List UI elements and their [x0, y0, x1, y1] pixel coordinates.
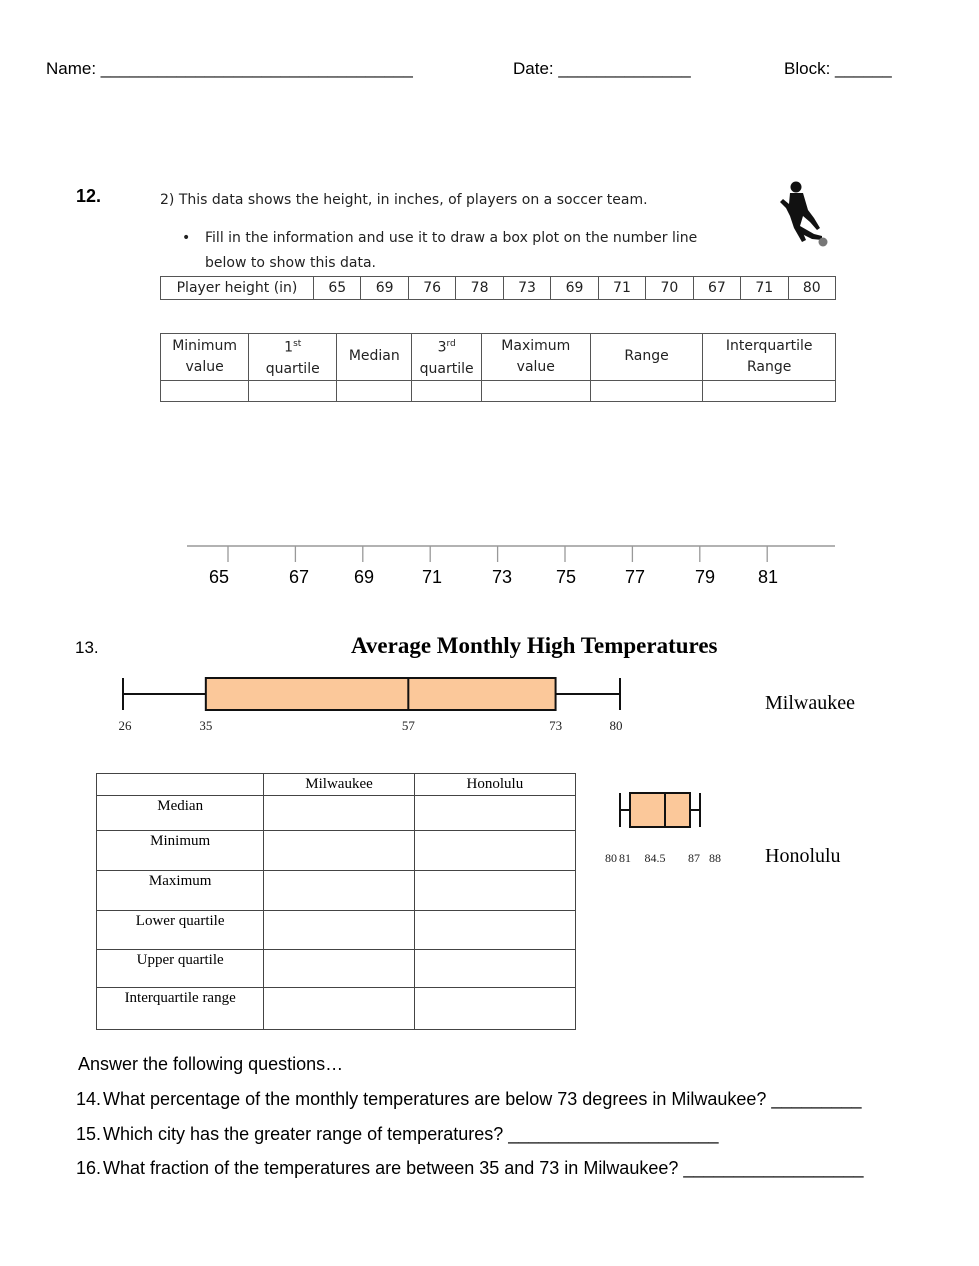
honolulu-box-plot [590, 788, 740, 868]
question-text: Which city has the greater range of temperatures? _____________________ [103, 1124, 719, 1144]
height-value-cell: 67 [693, 277, 740, 300]
box-plot-tick-label: 26 [118, 718, 132, 733]
date-field[interactable]: Date: ______________ [513, 59, 691, 78]
table-row-label: Interquartile range [97, 988, 264, 1030]
number-line-label: 79 [694, 567, 716, 587]
question-text: What percentage of the monthly temperatures are below 73 degrees in Milwaukee? _________ [103, 1089, 862, 1109]
answer-cell[interactable] [264, 911, 414, 950]
summary-header-cell [249, 334, 337, 381]
box-plot-tick-label: 80 [605, 851, 617, 865]
summary-header-text: Range [747, 358, 792, 375]
table-corner-cell [97, 774, 264, 796]
height-value-cell: 73 [503, 277, 550, 300]
question-13-number: 13. [75, 638, 99, 657]
box-plot-tick-label: 73 [549, 718, 563, 733]
summary-header-cell [412, 334, 482, 381]
question-number: 16. [76, 1158, 102, 1178]
milwaukee-label: Milwaukee [765, 692, 855, 714]
answer-cell[interactable] [414, 911, 575, 950]
summary-header-cell [161, 334, 249, 381]
height-value-cell: 71 [741, 277, 788, 300]
height-value-cell: 69 [361, 277, 408, 300]
answer-cell[interactable] [264, 871, 414, 911]
q12-prompt: 2) This data shows the height, in inches, of players on a soccer team. [160, 192, 648, 208]
number-line-label: 77 [624, 567, 646, 587]
answer-cell[interactable] [414, 950, 575, 988]
summary-answer-cell[interactable] [249, 380, 337, 401]
player-height-table [160, 276, 836, 300]
summary-answer-cell[interactable] [703, 380, 836, 401]
number-line-label: 69 [353, 567, 375, 587]
table-row-label: Median [97, 796, 264, 831]
table-row-label: Lower quartile [97, 911, 264, 950]
height-value-cell: 80 [788, 277, 835, 300]
summary-answer-cell[interactable] [590, 380, 703, 401]
block-field[interactable]: Block: ______ [784, 59, 892, 78]
table-row-label: Upper quartile [97, 950, 264, 988]
box-plot-tick-label: 80 [609, 718, 623, 733]
question-item[interactable] [76, 1158, 864, 1179]
col-header-honolulu: Honolulu [414, 774, 575, 796]
summary-header-text: quartile [419, 360, 474, 377]
answer-cell[interactable] [264, 796, 414, 831]
answer-cell[interactable] [414, 796, 575, 831]
summary-header-cell [590, 334, 703, 381]
questions-intro: Answer the following questions… [78, 1054, 344, 1074]
summary-header-superscript: st [293, 339, 302, 349]
summary-header-text: Minimum [172, 337, 238, 354]
q12-instruction-line1: Fill in the information and use it to draw a box plot on the number line [205, 230, 698, 246]
summary-header-superscript: rd [446, 339, 456, 349]
summary-header-text: 1 [284, 339, 294, 356]
name-field[interactable]: Name: _________________________________ [46, 59, 413, 78]
summary-answer-cell[interactable] [337, 380, 412, 401]
height-value-cell: 65 [314, 277, 361, 300]
box-plot-tick-label: 88 [709, 851, 721, 865]
question-number: 14. [76, 1089, 102, 1109]
summary-header-cell [481, 334, 590, 381]
honolulu-label: Honolulu [765, 845, 841, 867]
table-row-label: Maximum [97, 871, 264, 911]
summary-header-text: value [185, 358, 224, 375]
chart-title: Average Monthly High Temperatures [351, 633, 718, 658]
summary-header-text: value [516, 358, 555, 375]
summary-header-text: Maximum [501, 337, 571, 354]
height-value-cell: 78 [456, 277, 503, 300]
height-value-cell: 71 [598, 277, 645, 300]
summary-answer-cell[interactable] [481, 380, 590, 401]
height-value-cell: 69 [551, 277, 598, 300]
height-value-cell: 76 [408, 277, 455, 300]
answer-cell[interactable] [414, 988, 575, 1030]
bullet-icon: • [182, 230, 191, 246]
summary-header-text: Interquartile [725, 337, 813, 354]
answer-cell[interactable] [264, 831, 414, 871]
summary-header-cell [703, 334, 836, 381]
summary-header-text: Range [624, 348, 669, 365]
question-number: 15. [76, 1124, 102, 1144]
height-value-cell: 70 [646, 277, 693, 300]
comparison-table [96, 773, 576, 1030]
question-12-number: 12. [76, 186, 102, 206]
box-plot-tick-label: 87 [688, 851, 700, 865]
summary-header-text: Median [348, 348, 400, 365]
number-line[interactable] [0, 530, 979, 570]
answer-cell[interactable] [264, 950, 414, 988]
interquartile-box [630, 793, 690, 827]
number-line-label: 73 [491, 567, 513, 587]
question-item[interactable] [76, 1089, 862, 1110]
box-plot-tick-label: 57 [401, 718, 415, 733]
summary-header-text: 3 [437, 339, 447, 356]
summary-answer-cell[interactable] [412, 380, 482, 401]
box-plot-tick-label: 81 [619, 851, 631, 865]
col-header-milwaukee: Milwaukee [264, 774, 414, 796]
question-item[interactable] [76, 1124, 718, 1145]
box-plot-tick-label: 35 [199, 718, 213, 733]
number-line-label: 65 [208, 567, 230, 587]
number-line-label: 81 [757, 567, 779, 587]
q12-instruction-line2: below to show this data. [205, 255, 376, 271]
table-row-label: Minimum [97, 831, 264, 871]
number-line-label: 75 [555, 567, 577, 587]
player-height-header: Player height (in) [161, 277, 314, 300]
interquartile-box [206, 678, 556, 710]
number-line-label: 71 [421, 567, 443, 587]
box-plot-tick-label: 84.5 [644, 851, 666, 865]
question-text: What fraction of the temperatures are between 35 and 73 in Milwaukee? __________________ [103, 1158, 864, 1178]
number-line-label: 67 [288, 567, 310, 587]
answer-cell[interactable] [414, 871, 575, 911]
five-number-summary-table [160, 333, 836, 402]
summary-header-cell [337, 334, 412, 381]
soccer-player-icon [770, 180, 836, 256]
summary-header-text: quartile [265, 360, 320, 377]
answer-cell[interactable] [264, 988, 414, 1030]
answer-cell[interactable] [414, 831, 575, 871]
summary-answer-cell[interactable] [161, 380, 249, 401]
